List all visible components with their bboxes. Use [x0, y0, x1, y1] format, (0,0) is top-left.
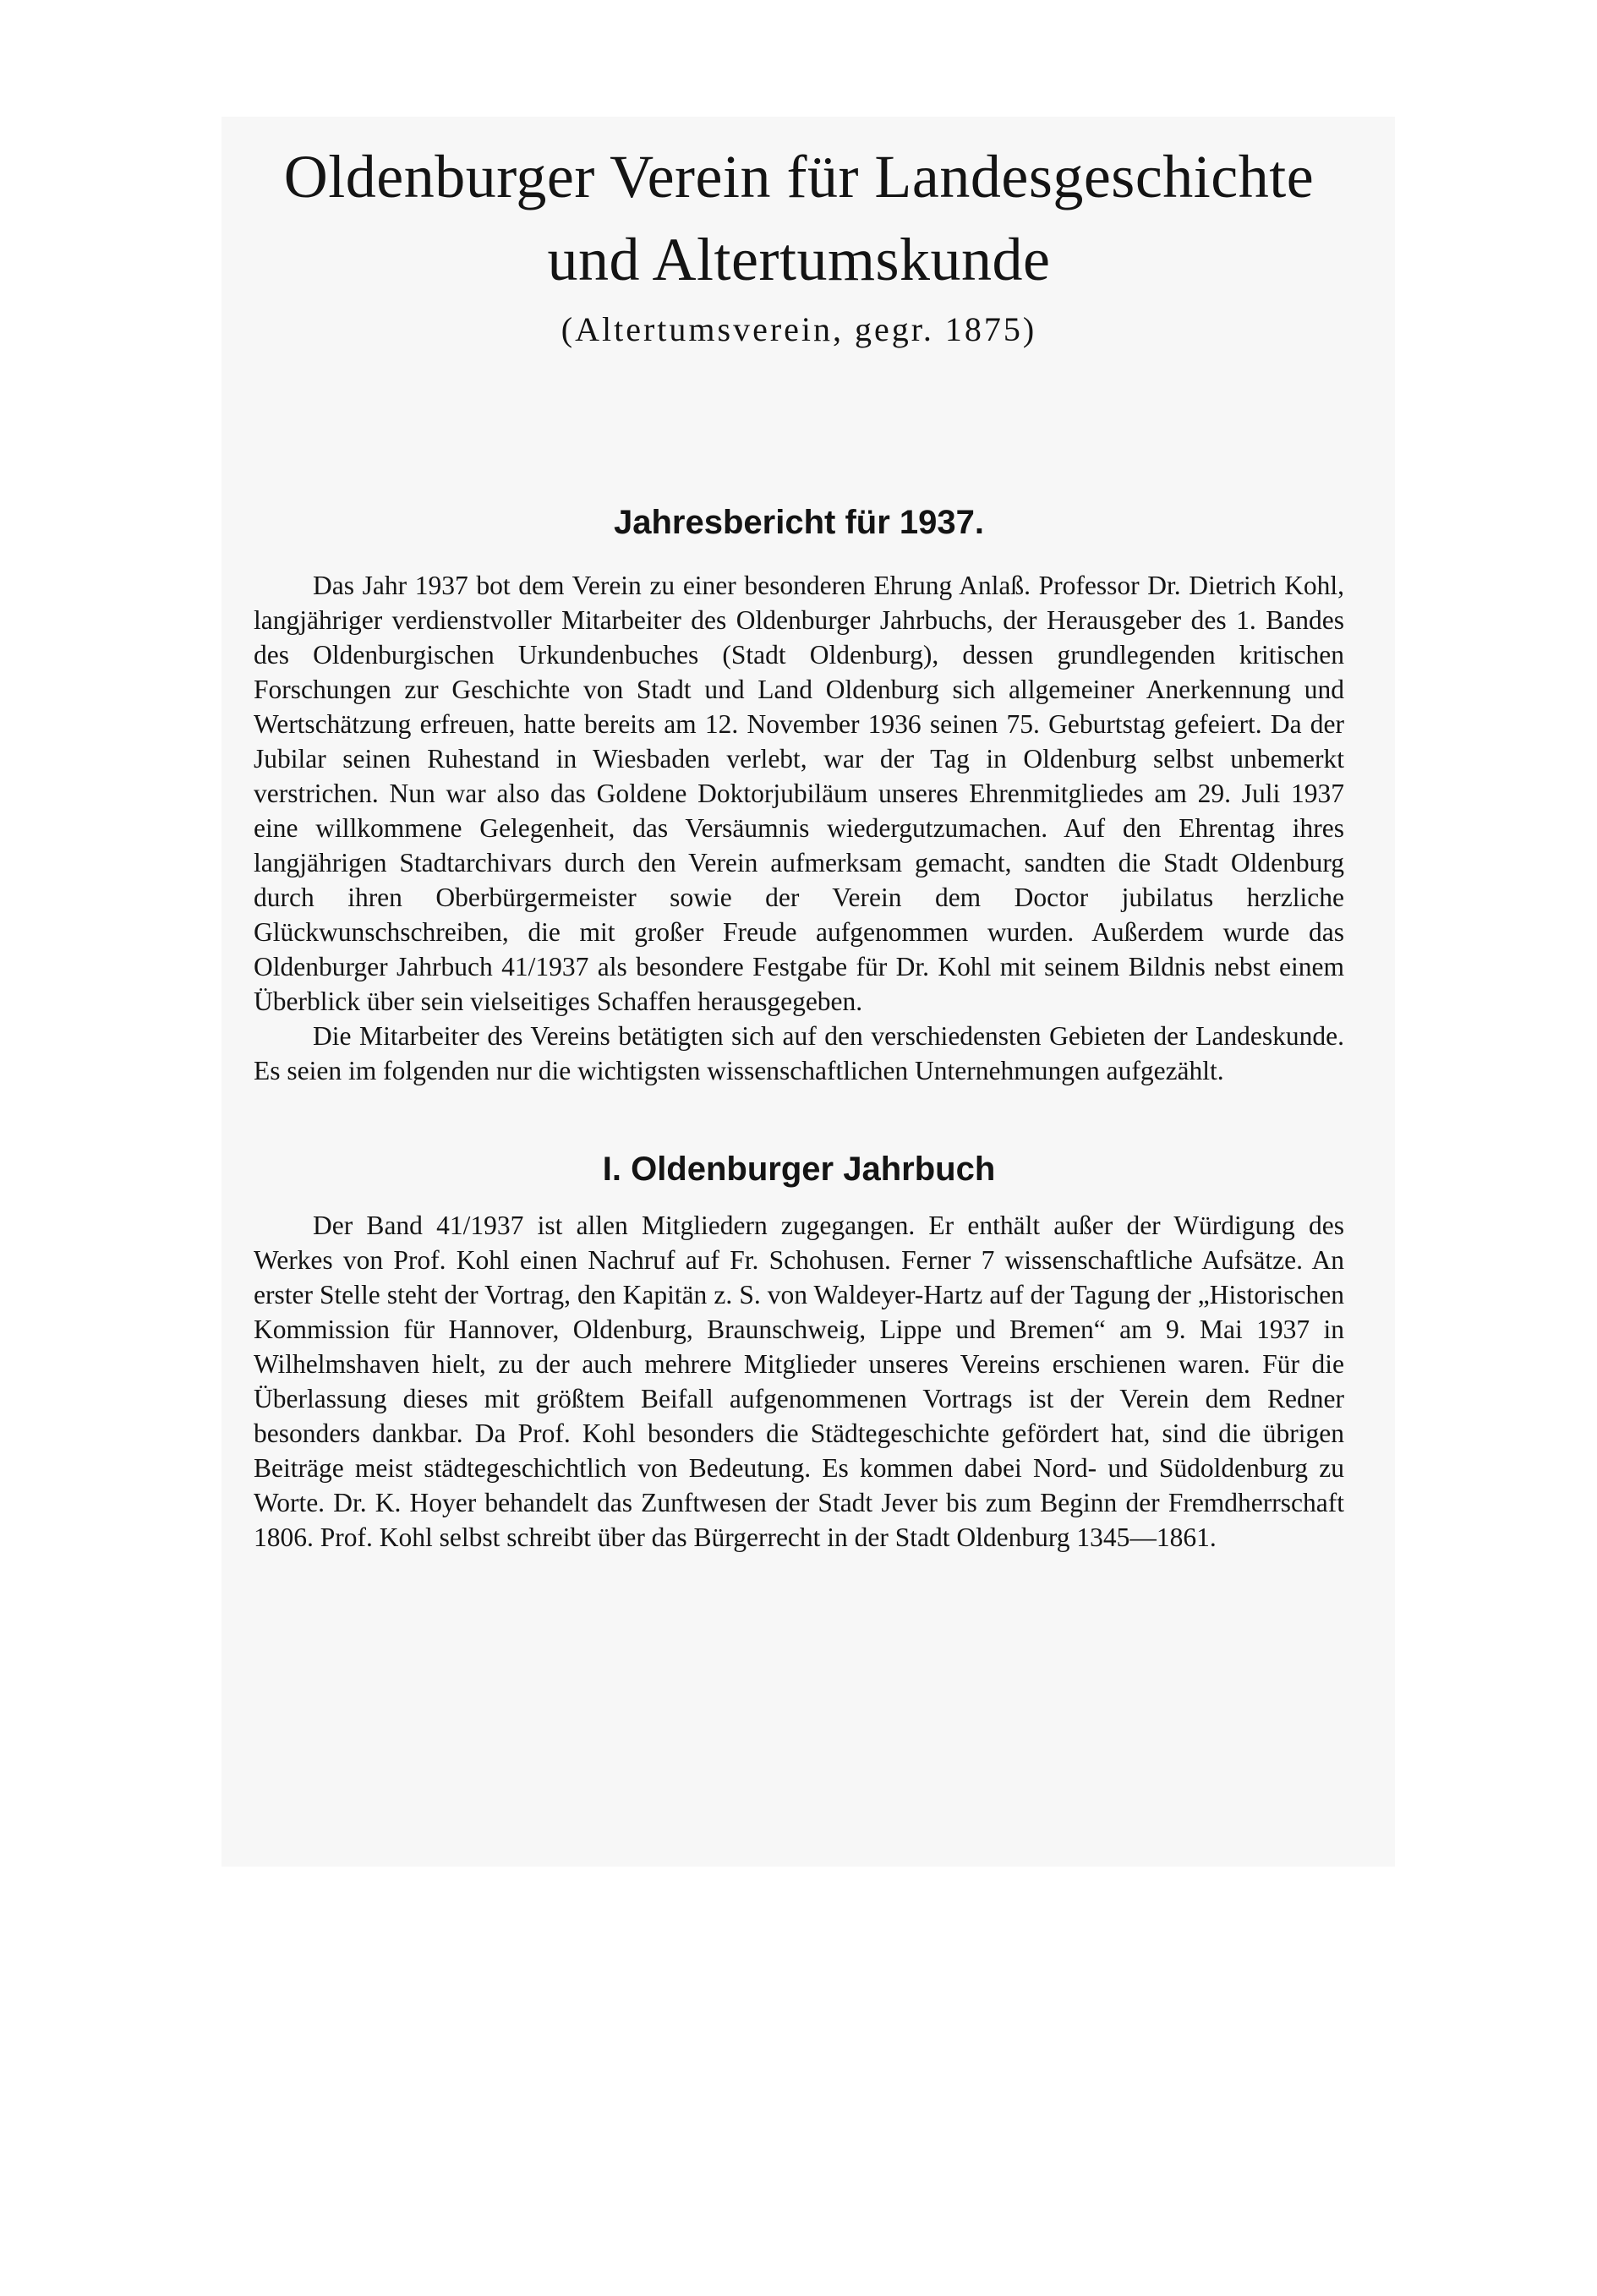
report-heading: Jahresbericht für 1937.	[614, 504, 984, 541]
document-page	[254, 135, 1344, 1555]
document-subtitle: (Altertumsverein, gegr. 1875)	[561, 310, 1037, 348]
document-title	[254, 135, 1344, 301]
document-title-line-2: und Altertumskunde	[547, 226, 1051, 293]
document-title-line-1: Oldenburger Verein für Landesgeschichte	[283, 143, 1315, 210]
section-paragraph-1: Der Band 41/1937 ist allen Mitgliedern zugegangen. Er enthält außer der Würdigung des Werkes von Prof. Kohl einen Nachruf auf Fr. Schohusen. Ferner 7 wissenschaftliche Aufsätze. An erster Stelle steht der Vortrag, den Kapitän z. S. von Waldeyer-Hartz auf der Tagung der „Historischen Kommission für Hannover, Oldenburg, Braunschweig, Lippe und Bremen“ am 9. Mai 1937 in Wilhelmshaven hielt, zu der auch mehrere Mitglieder unseres Vereins erschienen waren. Für die Überlassung dieses mit größtem Beifall aufgenommenen Vortrags ist der Verein dem Redner besonders dankbar. Da Prof. Kohl besonders die Städtegeschichte gefördert hat, sind die übrigen Beiträge meist städtegeschichtlich von Bedeutung. Es kommen dabei Nord- und Südoldenburg zu Worte. Dr. K. Hoyer behandelt das Zunftwesen der Stadt Jever bis zum Beginn der Fremdherrschaft 1806. Prof. Kohl selbst schreibt über das Bürgerrecht in der Stadt Oldenburg 1345—1861.	[254, 1211, 1344, 1552]
report-paragraph-1: Das Jahr 1937 bot dem Verein zu einer besonderen Ehrung Anlaß. Professor Dr. Dietrich Kohl, langjähriger verdienstvoller Mitarbeiter des Oldenburger Jahrbuchs, der Herausgeber des 1. Bandes des Oldenburgischen Urkundenbuches (Stadt Oldenburg), dessen grundlegenden kritischen Forschungen zur Geschichte von Stadt und Land Oldenburg sich allgemeiner Anerkennung und Wertschätzung erfreuen, hatte bereits am 12. November 1936 seinen 75. Geburtstag gefeiert. Da der Jubilar seinen Ruhestand in Wiesbaden verlebt, war der Tag in Oldenburg selbst unbemerkt verstrichen. Nun war also das Goldene Doktorjubiläum unseres Ehrenmitgliedes am 29. Juli 1937 eine willkommene Gelegenheit, das Versäumnis wiedergutzumachen. Auf den Ehrentag ihres langjährigen Stadtarchivars durch den Verein aufmerksam gemacht, sandten die Stadt Oldenburg durch ihren Oberbürgermeister sowie der Verein dem Doctor jubilatus herzliche Glückwunschschreiben, die mit großer Freude aufgenommen wurden. Außerdem wurde das Oldenburger Jahrbuch 41/1937 als besondere Festgabe für Dr. Kohl mit seinem Bildnis nebst einem Überblick über sein vielseitiges Schaffen herausgegeben.	[254, 571, 1344, 1016]
report-body	[254, 568, 1344, 1088]
report-paragraph-2: Die Mitarbeiter des Vereins betätigten sich auf den verschiedensten Gebieten der Landeskunde. Es seien im folgenden nur die wichtigsten wissenschaftlichen Unternehmungen aufgezählt.	[254, 1021, 1344, 1085]
section-heading-jahrbuch: I. Oldenburger Jahrbuch	[602, 1151, 996, 1188]
section-body-jahrbuch	[254, 1208, 1344, 1555]
